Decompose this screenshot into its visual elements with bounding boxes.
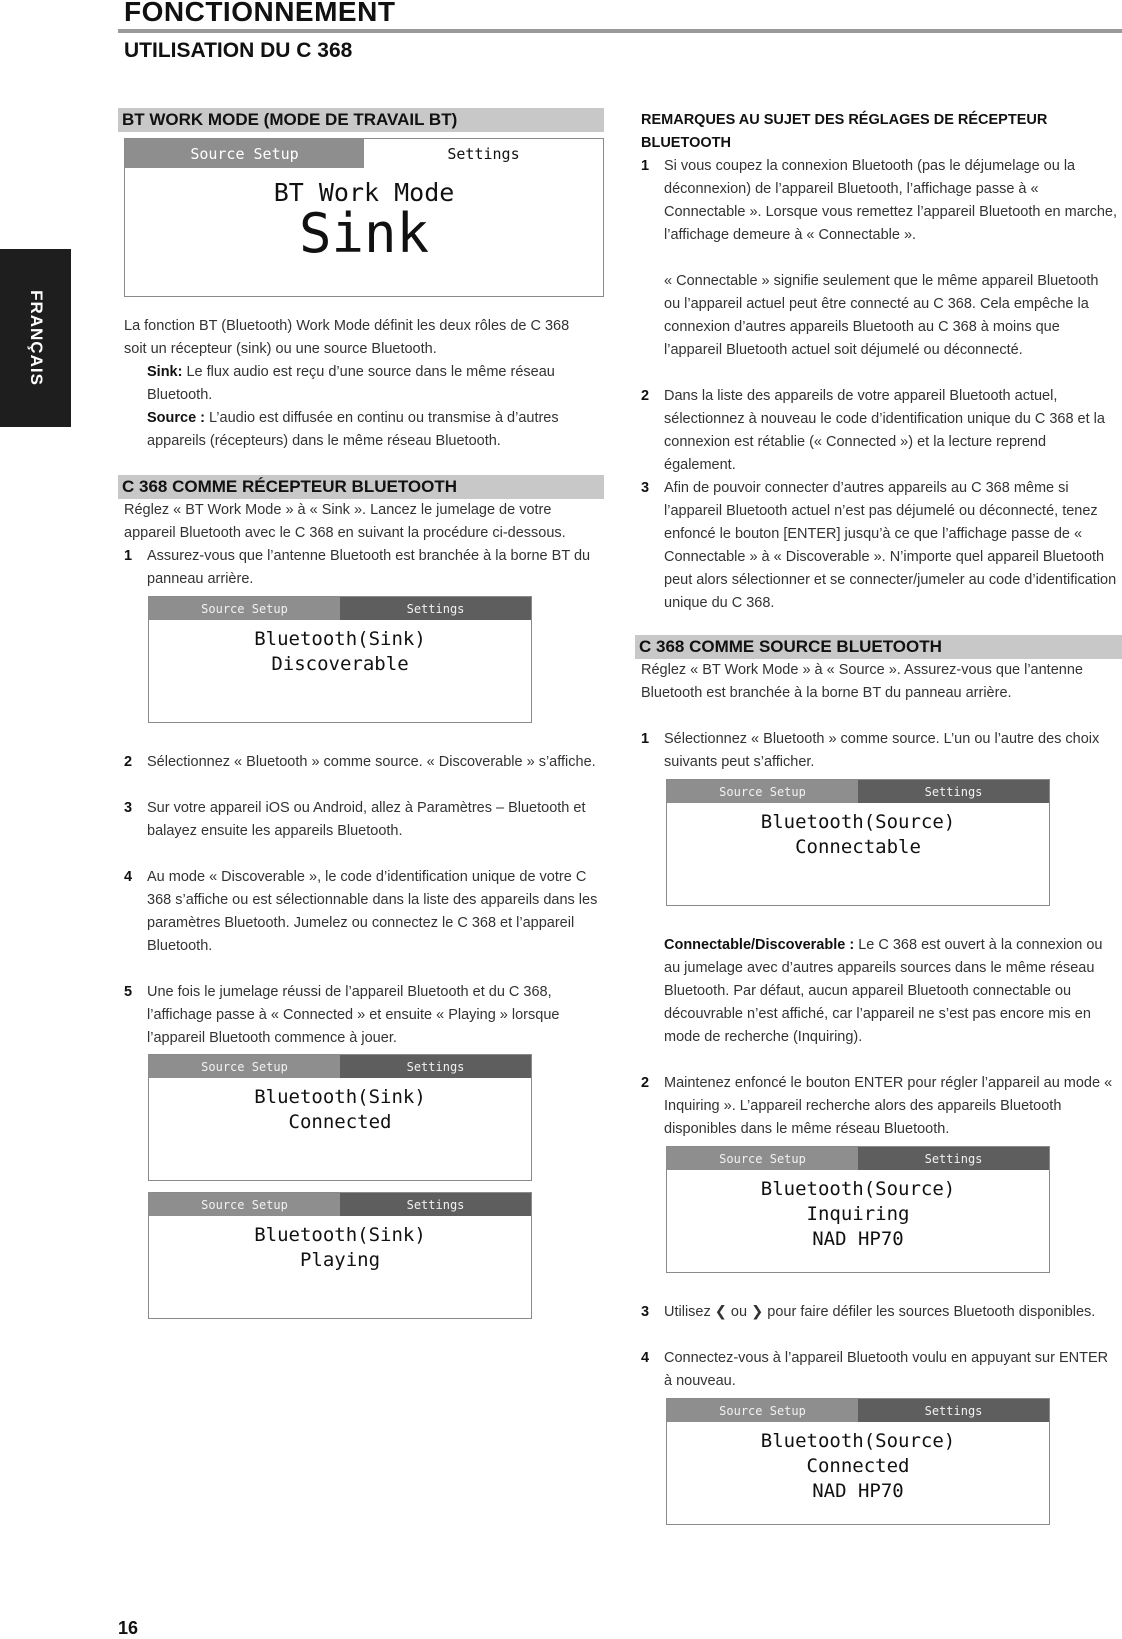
lcd-line: Connected [806,1455,910,1477]
list-item [641,155,1117,247]
lcd-display [666,779,1050,906]
lcd-tab-source-setup: Source Setup [667,1399,858,1422]
lcd-tab-settings: Settings [340,1055,531,1078]
lcd-tabs [667,1399,1049,1422]
lcd-line: Bluetooth(Sink) [254,1224,426,1246]
page-subtitle: UTILISATION DU C 368 [124,39,353,62]
lcd-tabs [667,1147,1049,1170]
paragraph: La fonction BT (Bluetooth) Work Mode définit les deux rôles de C 368 soit un récepteur (sink) ou une source Bluetooth. [124,318,570,357]
lcd-line: Bluetooth(Sink) [254,628,426,650]
list-text: Sélectionnez « Bluetooth » comme source. « Discoverable » s’affiche. [147,754,596,770]
lcd-tabs [149,1055,531,1078]
lcd-tabs [125,139,603,168]
list-item [641,1301,1117,1324]
list-item [641,477,1117,615]
list-text: « Connectable » signifie seulement que le même appareil Bluetooth ou l’appareil actuel peut être connecté au C 368. Cela empêche la connexion d’autres appareils Bluetooth au C 368 à moins que l’appareil Bluetooth actuel soit déjumelé ou déconnecté. [664,273,1099,358]
lcd-tab-settings: Settings [858,1147,1049,1170]
lcd-line: Connected [288,1111,392,1133]
term-connectable-text: Le C 368 est ouvert à la connexion ou au jumelage avec d’autres appareils sources dans le même réseau Bluetooth. Par défaut, aucun appareil Bluetooth connectable ou découvrable n’est affiché, car l’appareil ne s’est pas encore mis en mode de recherche (Inquiring). [664,937,1103,1045]
list-text: Au mode « Discoverable », le code d’identification unique de votre C 368 s’affiche ou est sélectionnable dans la liste des appareils dans les paramètres Bluetooth. Jumelez ou connectez le C 368 et l’appareil Bluetooth. [147,869,598,954]
lcd-tab-source-setup: Source Setup [667,780,858,803]
lcd-line: Connectable [795,836,921,858]
lcd-display [666,1398,1050,1525]
lcd-line-large: Sink [298,202,430,265]
lcd-tabs [149,1193,531,1216]
paragraph-sink [147,361,597,407]
paragraph-source [147,407,597,453]
language-tab-label: FRANÇAIS [26,290,46,386]
list-text: Assurez-vous que l’antenne Bluetooth est branchée à la borne BT du panneau arrière. [147,548,591,587]
paragraph: Réglez « BT Work Mode » à « Sink ». Lancez le jumelage de votre appareil Bluetooth avec le C 368 en suivant la procédure ci-dessous. [124,502,566,541]
paragraph-connectable [664,934,1116,1049]
section-title-receiver: C 368 COMME RÉCEPTEUR BLUETOOTH [118,475,604,499]
lcd-line: Discoverable [271,653,409,675]
list-number: 3 [641,480,650,496]
lcd-display [148,1192,532,1319]
list-item [124,866,598,958]
term-source: Source : [147,410,206,426]
remarks-title: REMARQUES AU SUJET DES RÉGLAGES DE RÉCEPTEUR BLUETOOTH [641,112,1048,151]
list-number: 2 [641,1075,650,1091]
list-item [641,385,1117,477]
section-title-source: C 368 COMME SOURCE BLUETOOTH [635,635,1122,659]
list-text: Si vous coupez la connexion Bluetooth (pas le déjumelage ou la déconnexion) de l’appareil Bluetooth, l’affichage passe à « Connectable ». Lorsque vous remettez l’appareil Bluetooth en marche, l’affichage demeure à « Connectable ». [664,158,1117,243]
lcd-tab-settings: Settings [858,1399,1049,1422]
section-title-bt-work-mode: BT WORK MODE (MODE DE TRAVAIL BT) [118,108,604,132]
paragraph: Réglez « BT Work Mode » à « Source ». Assurez-vous que l’antenne Bluetooth est branchée à la borne BT du panneau arrière. [641,662,1083,701]
header-rule [118,29,1122,33]
lcd-line: Bluetooth(Source) [760,1430,956,1452]
page-number: 16 [118,1618,139,1638]
lcd-line: Inquiring [806,1203,910,1225]
list-text: Dans la liste des appareils de votre appareil Bluetooth actuel, sélectionnez à nouveau le code d’identification unique du C 368 et la connexion est rétablie (« Connected ») et la lecture reprend également. [664,388,1105,473]
lcd-line: BT Work Mode [273,178,455,207]
lcd-line: NAD HP70 [812,1480,904,1502]
term-source-text: L’audio est diffusée en continu ou transmise à d’autres appareils (récepteurs) dans le même réseau Bluetooth. [147,410,559,449]
lcd-tab-settings: Settings [858,780,1049,803]
lcd-line: Bluetooth(Sink) [254,1086,426,1108]
list-text: Connectez-vous à l’appareil Bluetooth voulu en appuyant sur ENTER à nouveau. [664,1350,1109,1389]
list-item [641,1347,1117,1393]
list-number: 5 [124,984,133,1000]
list-text: Maintenez enfoncé le bouton ENTER pour régler l’appareil au mode « Inquiring ». L’appareil recherche alors des appareils Bluetooth disponibles dans le même réseau Bluetooth. [664,1075,1113,1137]
lcd-display [148,1054,532,1181]
list-text: Afin de pouvoir connecter d’autres appareils au C 368 même si l’appareil Bluetooth actuel n’est pas déjumelé ou déconnecté, tenez enfoncé le bouton [ENTER] jusqu’à ce que l’affichage passe de « Connectable » à « Discoverable ». N’importe quel appareil Bluetooth peut alors sélectionner et se connecter/jumeler au code d’identification unique du C 368. [664,480,1117,611]
list-number: 4 [641,1350,650,1366]
lcd-display [148,596,532,723]
lcd-display [666,1146,1050,1273]
lcd-bt-work-mode [124,138,604,297]
list-item [124,981,604,1050]
lcd-line: NAD HP70 [812,1228,904,1250]
lcd-tab-source-setup: Source Setup [125,139,364,168]
term-sink-text: Le flux audio est reçu d’une source dans le même réseau Bluetooth. [147,364,555,403]
lcd-tab-settings: Settings [364,139,603,168]
list-number: 1 [641,731,650,747]
lcd-tab-settings: Settings [340,597,531,620]
lcd-line: Bluetooth(Source) [760,811,956,833]
list-number: 2 [124,754,133,770]
list-text: Une fois le jumelage réussi de l’appareil Bluetooth et du C 368, l’affichage passe à « Connected » et ensuite « Playing » lorsque l’appareil Bluetooth commence à jouer. [147,984,560,1046]
term-sink: Sink: [147,364,183,380]
lcd-tab-settings: Settings [340,1193,531,1216]
term-connectable: Connectable/Discoverable : [664,937,855,953]
list-item [124,797,598,843]
list-item [641,270,1117,362]
lcd-tab-source-setup: Source Setup [149,1055,340,1078]
list-item [641,1072,1117,1141]
list-number: 3 [124,800,133,816]
lcd-tab-source-setup: Source Setup [667,1147,858,1170]
language-tab [0,249,71,427]
lcd-tabs [149,597,531,620]
list-number: 2 [641,388,650,404]
list-text: Sélectionnez « Bluetooth » comme source. L’un ou l’autre des choix suivants peut s’afficher. [664,731,1100,770]
lcd-tab-source-setup: Source Setup [149,597,340,620]
lcd-tabs [667,780,1049,803]
list-number: 1 [641,158,650,174]
list-item [124,751,598,774]
page-title: FONCTIONNEMENT [124,0,396,27]
list-number: 1 [124,548,133,564]
lcd-line: Bluetooth(Source) [760,1178,956,1200]
list-text: Sur votre appareil iOS ou Android, allez à Paramètres – Bluetooth et balayez ensuite les appareils Bluetooth. [147,800,586,839]
lcd-tab-source-setup: Source Setup [149,1193,340,1216]
list-number: 4 [124,869,133,885]
lcd-line: Playing [299,1249,381,1271]
list-number: 3 [641,1304,650,1320]
list-text: Utilisez ❮ ou ❯ pour faire défiler les sources Bluetooth disponibles. [664,1304,1096,1320]
list-item [124,545,598,591]
list-item [641,728,1117,774]
